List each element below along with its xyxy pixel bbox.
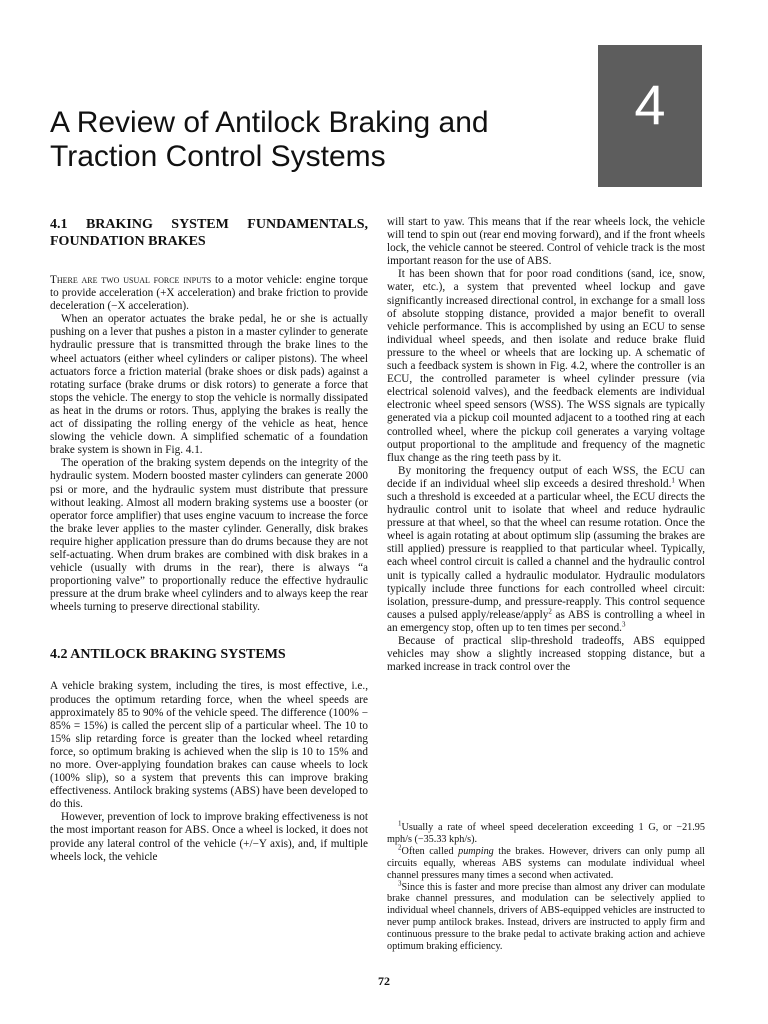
footnote-mark: 3 [398,879,402,888]
footnote-mark: 2 [398,843,402,852]
footnote-ref: 1 [671,476,675,485]
right-column [387,216,705,674]
footnote-ref: 2 [548,607,552,616]
footnote-mark: 1 [398,819,402,828]
chapter-title: A Review of Antilock Braking and Traction Control Systems [50,106,489,173]
paragraph: will start to yaw. This means that if the rear wheels lock, the vehicle will tend to spin out (rear end moving forward), and if the front wheels lock, the vehicle cannot be steered. Control of vehicle track is the most important reason for the use of ABS. [387,216,705,268]
paragraph: However, prevention of lock to improve braking effectiveness is not the most important reason for ABS. Once a wheel is locked, it does not provide any lateral control of the vehicle (+/−Y axis), and, if multiple wheels lock, the vehicle [50,811,368,863]
paragraph [387,465,705,635]
left-column [50,216,368,864]
lead-in-smallcaps: There are two usual force inputs [50,274,212,286]
paragraph: Because of practical slip-threshold tradeoffs, ABS equipped vehicles may show a slightly increased stopping distance, but a marked increase in track control over the [387,635,705,674]
footnote-text: Since this is faster and more precise than almost any driver can modulate brake channel pressures, and modulation can be selectively applied to individual wheel channels, drivers of ABS-equipped vehicles are instructed to never pump antilock brakes. Instead, drivers are instructed to apply firm and continuous pressure to the brake pedal to activate braking action and achieve optimum braking efficiency. [387,881,705,953]
paragraph: A vehicle braking system, including the tires, is most effective, i.e., produces the optimum retarding force, when the wheel speeds are approximately 85 to 90% of the vehicle speed. The difference (100% − 85% = 15%) is called the percent slip of a particular wheel. The 10 to 15% slip retarding force is greater than the locked wheel retarding force, so optimum braking is achieved when the slip is 10 to 15% and no more. Over-applying foundation brakes can cause wheels to lock (100% slip), so a system that prevents this can improve braking effectiveness. Antilock braking systems (ABS) have been developed to do this. [50,680,368,811]
section-4-2-heading: 4.2 ANTILOCK BRAKING SYSTEMS [50,647,286,663]
footnote-text: Often called [401,845,459,857]
paragraph: When an operator actuates the brake pedal, he or she is actually pushing on a lever that pushes a piston in a master cylinder to generate hydraulic pressure that is transmitted through the brake lines to the wheel actuators (either wheel cylinders or caliper pistons). The wheel actuators force a friction material (brake shoes or disk pads) against a rotating surface (brake drums or disk rotors) to generate a force that stops the vehicle. The energy to stop the vehicle is normally dissipated as heat in the drums or rotors. Thus, applying the brakes is really the act of dissipating the rolling energy of the vehicle as heat, hence slowing the vehicle down. A simplified schematic of a foundation brake system is shown in Fig. 4.1. [50,313,368,457]
paragraph-text: By monitoring the frequency output of each WSS, the ECU can decide if an individual wheel slip exceeds a desired threshold. [387,464,705,490]
paragraph [50,274,368,313]
footnotes [387,819,706,953]
paragraph-text: When such a threshold is exceeded at a particular wheel, the ECU directs the hydraulic control unit to isolate that wheel and reduce hydraulic pressure at that wheel, so that the wheel can resume rotation. Once the wheel is again rotating at about optimum slip (assuming the brakes are still applied) pressure is reapplied to that particular wheel. Typically, each wheel control circuit is called a channel and the hydraulic control unit is typically called a hydraulic modulator. Hydraulic modulators typically include three functions for each controlled wheel circuit: isolation, pressure-dump, and pressure-reapply. This control sequence causes a pulsed apply/release/apply [387,477,706,621]
footnote-text: the brakes. However, drivers can only pump all circuits equally, whereas ABS systems can modulate individual wheel channel pressures many times a second when activated. [387,845,706,881]
footnote-3 [387,879,705,953]
paragraph-text: to a motor vehicle: engine torque to provide acceleration (+X acceleration) and brake friction to provide deceleration (−X acceleration). [50,274,368,313]
footnote-emphasis: pumping [458,845,494,857]
footnote-text: Usually a rate of wheel speed deceleration exceeding 1 G, or −21.95 mph/s (−35.33 kph/s). [387,822,705,845]
page-number: 72 [378,974,390,988]
chapter-number: 4 [634,73,666,136]
footnote-ref: 3 [621,620,626,629]
paragraph-text: as ABS is controlling a wheel in an emergency stop, often up to ten times per second. [387,608,705,634]
footnote-1 [387,819,705,846]
paragraph: It has been shown that for poor road conditions (sand, ice, snow, water, etc.), a system that prevented wheel lockup and gave significantly increased directional control, in exchange for a small loss of absolute stopping distance, provided a major benefit to overall vehicle performance. This is accomplished by using an ECU to sense individual wheel speeds, and then isolate and reduce brake fluid pressure to the wheel or wheels that are locking up. A schematic of such a feedback system is shown in Fig. 4.2, where the controller is an ECU, the controlled parameter is wheel cylinder pressure (via electrical solenoid valves), and the feedback elements are individual electronic wheel speed sensors (WSS). The WSS signals are typically generated via a pickup coil mounted adjacent to a toothed ring at each controlled wheel, where the pickup coil generates a varying voltage output proportional to the amplitude and frequency of the magnetic flux change as the ring teeth pass by it. [387,268,705,464]
paragraph: The operation of the braking system depends on the integrity of the hydraulic system. Modern boosted master cylinders can generate 2000 psi or more, and the hydraulic system must distribute that pressure without leaking. Almost all modern braking systems use a booster (or operator force amplifier) that uses engine vacuum to increase the force the brake lever applies to the master cylinder. Generally, disk brakes require higher application pressure than do drums because they are not self-actuating. When drum brakes are combined with disk brakes in a vehicle (usually with drums in the rear), there is always “a proportioning valve” to proportionally reduce the effective hydraulic pressure at the drum brake wheel cylinders and to always keep the rear wheels turning to preserve directional stability. [50,457,368,614]
section-4-1-heading: 4.1 BRAKING SYSTEM FUNDAMENTALS, FOUNDATION BRAKES [50,217,368,249]
chapter-number-box [598,45,702,187]
footnote-2 [387,843,706,882]
